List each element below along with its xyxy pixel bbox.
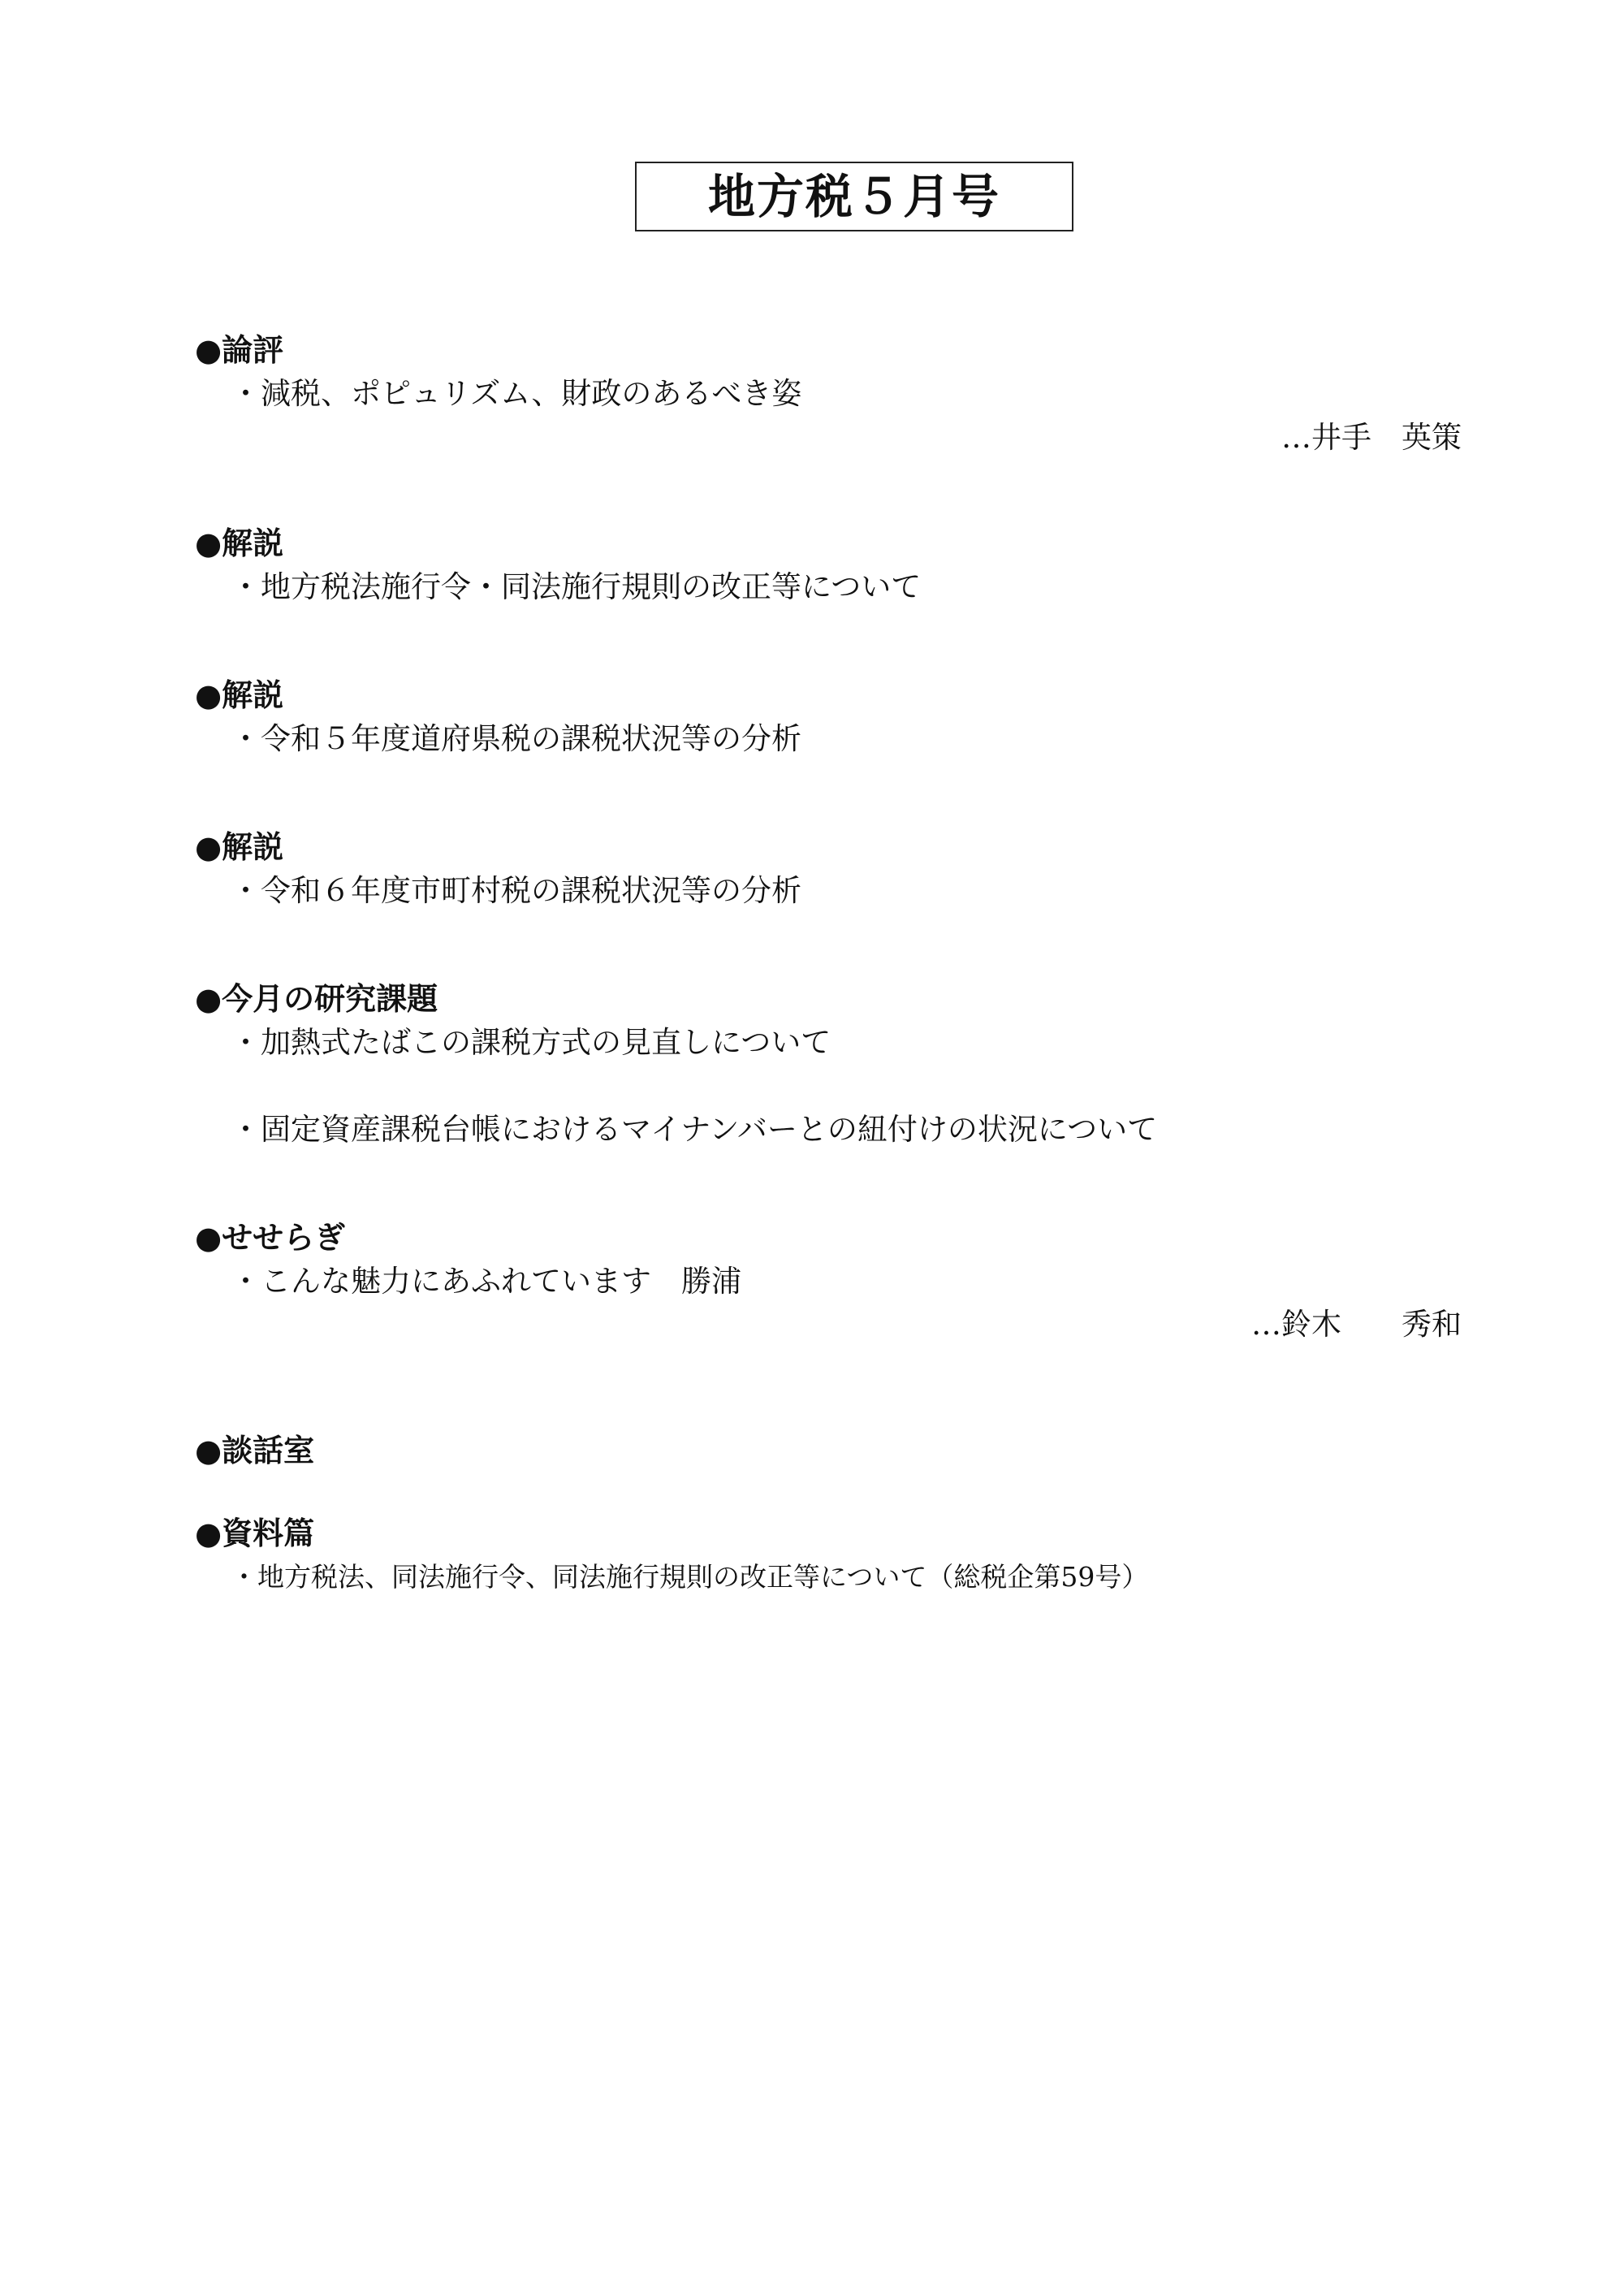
- section-heading-seseragi: ●せせらぎ: [195, 1220, 346, 1256]
- section-heading-kaisetsu-3: ●解説: [195, 829, 284, 865]
- author-name: …鈴木 秀和: [1251, 1307, 1462, 1342]
- section-heading-kenkyu-kadai: ●今月の研究課題: [195, 981, 438, 1017]
- list-item: ・加熱式たばこの課税方式の見直しについて: [231, 1025, 831, 1060]
- section-heading-ronpyo: ●論評: [195, 332, 284, 368]
- list-item: ・固定資産課税台帳におけるマイナンバーとの紐付けの状況について: [231, 1112, 1158, 1147]
- list-item: ・こんな魅力にあふれています 勝浦: [231, 1264, 741, 1299]
- author-name: …井手 英策: [1281, 420, 1462, 455]
- section-heading-kaisetsu-2: ●解説: [195, 677, 284, 713]
- list-item: ・令和６年度市町村税の課税状況等の分析: [231, 873, 801, 908]
- page-title: 地方税５月号: [707, 169, 1000, 224]
- title-box: [635, 162, 1073, 231]
- list-item: ・地方税法施行令・同法施行規則の改正等について: [231, 569, 922, 604]
- list-item: ・令和５年度道府県税の課税状況等の分析: [231, 721, 801, 756]
- list-item: ・地方税法、同法施行令、同法施行規則の改正等について（総税企第59号）: [231, 1561, 1149, 1593]
- section-heading-kaisetsu-1: ●解説: [195, 525, 284, 561]
- section-heading-danwashitsu: ●談話室: [195, 1433, 315, 1468]
- section-heading-shiryohen: ●資料篇: [195, 1516, 315, 1551]
- list-item: ・減税、ポピュリズム、財政のあるべき姿: [231, 376, 802, 411]
